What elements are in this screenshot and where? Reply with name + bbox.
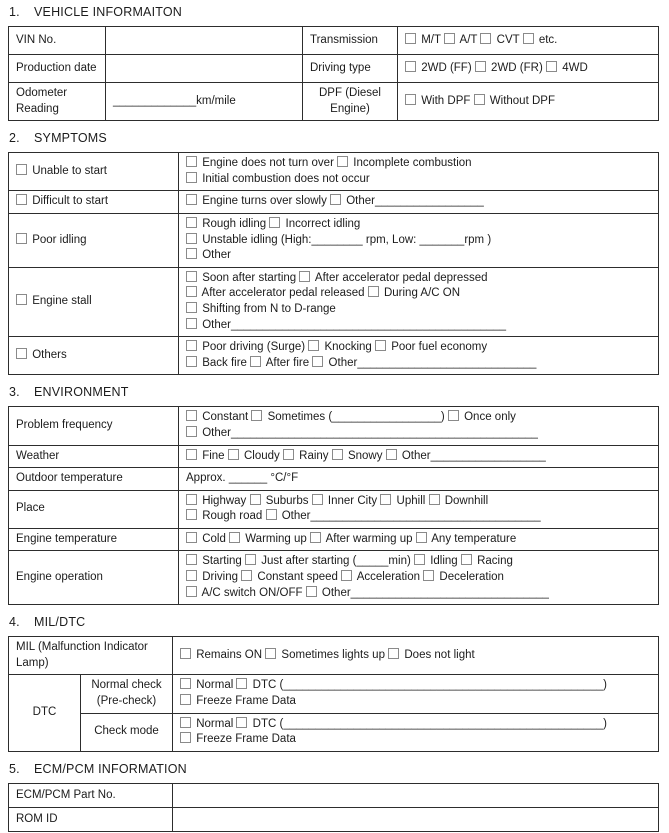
table-row xyxy=(9,337,659,375)
checkbox[interactable] xyxy=(186,286,197,297)
symptom-label-others: Others xyxy=(9,337,179,375)
option-line: Rough idling Incorrect idling xyxy=(186,217,651,233)
section-heading-ecm-pcm-information xyxy=(9,762,661,777)
checkbox[interactable] xyxy=(186,586,197,597)
checkbox[interactable] xyxy=(266,509,277,520)
checkbox[interactable] xyxy=(299,271,310,282)
checkbox[interactable] xyxy=(332,449,343,460)
checkbox[interactable] xyxy=(341,570,352,581)
table-row xyxy=(9,27,659,55)
checkbox[interactable] xyxy=(186,302,197,313)
table-row xyxy=(9,490,659,528)
table-row xyxy=(9,783,659,807)
checkbox[interactable] xyxy=(310,532,321,543)
option-line: Other________________________________________________ xyxy=(186,426,651,442)
option-line: Cold Warming up After warming up Any temperature xyxy=(186,532,651,548)
table-row xyxy=(9,468,659,491)
symptom-options-difficult-to-start xyxy=(179,191,659,214)
env-options-outdoor-temperature xyxy=(179,468,659,491)
table-row xyxy=(9,55,659,83)
checkbox[interactable] xyxy=(186,248,197,259)
driving-type-options: 2WD (FF) 2WD (FR) 4WD xyxy=(398,55,659,83)
checkbox[interactable] xyxy=(186,172,197,183)
table-row xyxy=(9,153,659,191)
vin-label: VIN No. xyxy=(9,27,106,55)
table-row xyxy=(9,267,659,336)
option-line: Remains ON Sometimes lights up Does not light xyxy=(180,648,651,664)
checkbox[interactable] xyxy=(312,494,323,505)
checkbox[interactable] xyxy=(523,33,534,44)
section-title: ECM/PCM INFORMATION xyxy=(34,761,187,776)
transmission-label: Transmission xyxy=(303,27,398,55)
checkbox[interactable] xyxy=(414,554,425,565)
checkbox[interactable] xyxy=(186,356,197,367)
checkbox[interactable] xyxy=(461,554,472,565)
vehicle-information-table xyxy=(8,26,659,121)
checkbox[interactable] xyxy=(16,194,27,205)
checkbox[interactable] xyxy=(180,717,191,728)
odometer-label: Odometer Reading xyxy=(9,83,106,121)
table-row xyxy=(9,637,659,675)
checkbox[interactable] xyxy=(236,717,247,728)
checkbox[interactable] xyxy=(405,33,416,44)
checkbox[interactable] xyxy=(368,286,379,297)
checkbox[interactable] xyxy=(380,494,391,505)
dtc-normal-check-options xyxy=(173,675,659,713)
symptom-label-poor-idling: Poor idling xyxy=(9,213,179,267)
section-number: 4. xyxy=(9,615,20,630)
checkbox[interactable] xyxy=(269,217,280,228)
checkbox[interactable] xyxy=(448,410,459,421)
ecm-pcm-part-no-label: ECM/PCM Part No. xyxy=(9,783,173,807)
checkbox[interactable] xyxy=(405,61,416,72)
table-row xyxy=(9,407,659,445)
env-label-place: Place xyxy=(9,490,179,528)
section-heading-environment xyxy=(9,385,661,400)
section-title: ENVIRONMENT xyxy=(34,385,129,400)
table-row xyxy=(9,807,659,831)
env-options-problem-frequency xyxy=(179,407,659,445)
option-line: Rough road Other____________________________________ xyxy=(186,509,651,525)
checkbox[interactable] xyxy=(180,732,191,743)
checkbox[interactable] xyxy=(330,194,341,205)
section-heading-vehicle-information xyxy=(9,5,661,20)
checkbox[interactable] xyxy=(306,586,317,597)
ecm-pcm-information-table xyxy=(8,783,659,832)
option-line: Starting Just after starting (_____min) Idling Racing xyxy=(186,554,651,570)
section-number: 1. xyxy=(9,5,20,19)
checkbox[interactable] xyxy=(16,348,27,359)
production-date-value-field[interactable] xyxy=(106,55,303,83)
env-options-engine-temperature xyxy=(179,528,659,551)
vin-value-field[interactable] xyxy=(106,27,303,55)
option-line: Engine does not turn over Incomplete combustion xyxy=(186,156,651,172)
checkbox[interactable] xyxy=(475,61,486,72)
checkbox[interactable] xyxy=(186,426,197,437)
checkbox[interactable] xyxy=(375,340,386,351)
option-line: Freeze Frame Data xyxy=(180,732,651,748)
option-line: Freeze Frame Data xyxy=(180,694,651,710)
checkbox[interactable] xyxy=(546,61,557,72)
option-line: Initial combustion does not occur xyxy=(186,172,651,188)
checkbox[interactable] xyxy=(241,570,252,581)
option-line: Other___________________________________________ xyxy=(186,318,651,334)
table-row xyxy=(9,191,659,214)
checkbox[interactable] xyxy=(416,532,427,543)
option-line: Soon after starting After accelerator pedal depressed xyxy=(186,271,651,287)
checkbox[interactable] xyxy=(229,532,240,543)
option-line: Normal DTC (__________________________________________________) xyxy=(180,678,651,694)
option-line: Shifting from N to D-range xyxy=(186,302,651,318)
environment-table xyxy=(8,406,659,605)
checkbox[interactable] xyxy=(186,532,197,543)
option-line: Poor driving (Surge) Knocking Poor fuel economy xyxy=(186,340,651,356)
option-line: Approx. ______ °C/°F xyxy=(186,472,299,485)
checkbox[interactable] xyxy=(186,449,197,460)
table-row xyxy=(9,675,659,713)
ecm-pcm-part-no-value-field[interactable] xyxy=(173,783,659,807)
checkbox[interactable] xyxy=(388,648,399,659)
option-line: Constant Sometimes (_________________) Once only xyxy=(186,410,651,426)
checkbox[interactable] xyxy=(265,648,276,659)
checkbox[interactable] xyxy=(474,94,485,105)
table-row xyxy=(9,213,659,267)
option-line: Back fire After fire Other____________________________ xyxy=(186,356,651,372)
option-line: Driving Constant speed Acceleration Deceleration xyxy=(186,570,651,586)
checkbox[interactable] xyxy=(250,494,261,505)
mil-dtc-table xyxy=(8,636,659,752)
option-line: After accelerator pedal released During A/C ON xyxy=(186,286,651,302)
section-number: 5. xyxy=(9,761,20,776)
checkbox[interactable] xyxy=(16,294,27,305)
env-options-weather xyxy=(179,445,659,468)
option-line: Normal DTC (__________________________________________________) xyxy=(180,717,651,733)
checkbox[interactable] xyxy=(386,449,397,460)
checkbox[interactable] xyxy=(186,494,197,505)
checkbox[interactable] xyxy=(337,156,348,167)
symptom-options-unable-to-start xyxy=(179,153,659,191)
section-title: SYMPTOMS xyxy=(34,131,107,146)
checkbox[interactable] xyxy=(186,410,197,421)
table-row xyxy=(9,445,659,468)
symptom-label-engine-stall: Engine stall xyxy=(9,267,179,336)
checkbox[interactable] xyxy=(444,33,455,44)
checkbox[interactable] xyxy=(308,340,319,351)
symptom-options-engine-stall xyxy=(179,267,659,336)
checkbox[interactable] xyxy=(283,449,294,460)
checkbox[interactable] xyxy=(186,340,197,351)
section-number: 3. xyxy=(9,385,20,400)
env-label-weather: Weather xyxy=(9,445,179,468)
symptom-options-poor-idling xyxy=(179,213,659,267)
mil-label: MIL (Malfunction Indicator Lamp) xyxy=(9,637,173,675)
checkbox[interactable] xyxy=(16,164,27,175)
table-row xyxy=(9,528,659,551)
odometer-value-field[interactable]: _____________km/mile xyxy=(106,83,303,121)
dtc-check-mode-options xyxy=(173,713,659,751)
checkbox[interactable] xyxy=(180,648,191,659)
section-title: MIL/DTC xyxy=(34,615,86,630)
symptoms-table xyxy=(8,152,659,375)
option-line: Engine turns over slowly Other_________________ xyxy=(186,194,651,210)
env-label-engine-operation: Engine operation xyxy=(9,551,179,605)
checkbox[interactable] xyxy=(423,570,434,581)
env-options-engine-operation xyxy=(179,551,659,605)
checkbox[interactable] xyxy=(228,449,239,460)
rom-id-label: ROM ID xyxy=(9,807,173,831)
dpf-options: With DPF Without DPF xyxy=(398,83,659,121)
transmission-options: M/T A/T CVT etc. xyxy=(398,27,659,55)
symptom-options-others xyxy=(179,337,659,375)
table-row xyxy=(9,713,659,751)
section-number: 2. xyxy=(9,131,20,146)
option-line: Unstable idling (High:________ rpm, Low: _______rpm ) xyxy=(186,233,651,249)
option-line: Highway Suburbs Inner City Uphill Downhill xyxy=(186,494,651,510)
env-label-problem-frequency: Problem frequency xyxy=(9,407,179,445)
checkbox[interactable] xyxy=(312,356,323,367)
option-line: A/C switch ON/OFF Other_______________________________ xyxy=(186,586,651,602)
checkbox[interactable] xyxy=(16,233,27,244)
checkbox[interactable] xyxy=(245,554,256,565)
section-heading-symptoms xyxy=(9,131,661,146)
checkbox[interactable] xyxy=(186,194,197,205)
checkbox[interactable] xyxy=(186,156,197,167)
checkbox[interactable] xyxy=(186,233,197,244)
checkbox[interactable] xyxy=(180,694,191,705)
checkbox[interactable] xyxy=(186,217,197,228)
checkbox[interactable] xyxy=(186,570,197,581)
checkbox[interactable] xyxy=(429,494,440,505)
checkbox[interactable] xyxy=(405,94,416,105)
symptom-label-difficult-to-start: Difficult to start xyxy=(9,191,179,214)
table-row xyxy=(9,551,659,605)
section-heading-mil-dtc xyxy=(9,615,661,630)
checkbox[interactable] xyxy=(480,33,491,44)
mil-options xyxy=(173,637,659,675)
checkbox[interactable] xyxy=(186,271,197,282)
checkbox[interactable] xyxy=(251,410,262,421)
option-line: Other xyxy=(186,248,651,264)
checkbox[interactable] xyxy=(236,678,247,689)
checkbox[interactable] xyxy=(186,554,197,565)
checkbox[interactable] xyxy=(180,678,191,689)
checkbox[interactable] xyxy=(250,356,261,367)
env-label-engine-temperature: Engine temperature xyxy=(9,528,179,551)
dpf-label: DPF (Diesel Engine) xyxy=(303,83,398,121)
symptom-label-unable-to-start: Unable to start xyxy=(9,153,179,191)
dtc-check-mode-label: Check mode xyxy=(81,713,173,751)
env-label-outdoor-temperature: Outdoor temperature xyxy=(9,468,179,491)
checkbox[interactable] xyxy=(186,318,197,329)
dtc-label: DTC xyxy=(9,675,81,751)
option-line: Fine Cloudy Rainy Snowy Other__________________ xyxy=(186,449,651,465)
checkbox[interactable] xyxy=(186,509,197,520)
table-row xyxy=(9,83,659,121)
driving-type-label: Driving type xyxy=(303,55,398,83)
rom-id-value-field[interactable] xyxy=(173,807,659,831)
section-title: VEHICLE INFORMAITON xyxy=(34,5,183,19)
production-date-label: Production date xyxy=(9,55,106,83)
dtc-normal-check-label: Normal check (Pre-check) xyxy=(81,675,173,713)
env-options-place xyxy=(179,490,659,528)
